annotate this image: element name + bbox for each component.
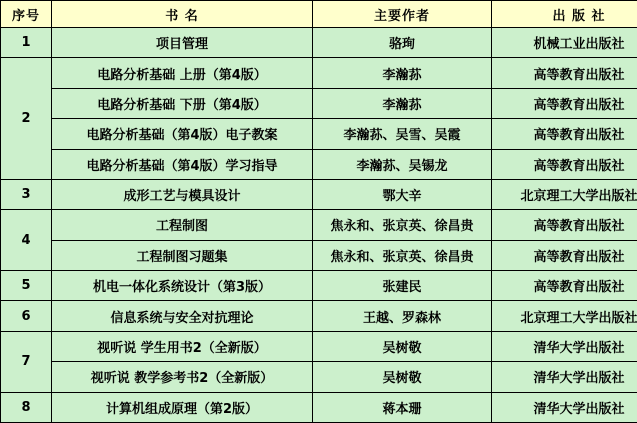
table-header — [1, 1, 637, 28]
cell-publisher: 北京理工大学出版社 — [492, 301, 637, 331]
cell-author: 吴树敬 — [313, 362, 492, 392]
cell-publisher: 高等教育出版社 — [492, 149, 637, 179]
table-row — [1, 271, 637, 301]
table-row — [1, 149, 637, 179]
cell-title: 工程制图 — [52, 210, 313, 240]
table-row — [1, 301, 637, 331]
cell-seq: 6 — [1, 301, 52, 331]
table-row — [1, 240, 637, 270]
header-cell-title: 书 名 — [52, 1, 313, 28]
table-row — [1, 331, 637, 361]
cell-publisher: 高等教育出版社 — [492, 210, 637, 240]
table-row — [1, 392, 637, 423]
cell-seq: 7 — [1, 331, 52, 392]
cell-author: 蒋本珊 — [313, 392, 492, 423]
cell-title: 成形工艺与模具设计 — [52, 179, 313, 209]
table-row — [1, 210, 637, 240]
cell-publisher: 高等教育出版社 — [492, 58, 637, 88]
header-cell-seq: 序号 — [1, 1, 52, 28]
table-row — [1, 88, 637, 118]
cell-author: 鄂大辛 — [313, 179, 492, 209]
cell-author: 骆珣 — [313, 28, 492, 58]
cell-title: 计算机组成原理（第2版） — [52, 392, 313, 423]
cell-author: 张建民 — [313, 271, 492, 301]
cell-publisher: 高等教育出版社 — [492, 88, 637, 118]
table-row — [1, 58, 637, 88]
cell-author: 李瀚荪、吴锡龙 — [313, 149, 492, 179]
cell-publisher: 清华大学出版社 — [492, 362, 637, 392]
cell-publisher: 高等教育出版社 — [492, 240, 637, 270]
cell-seq: 3 — [1, 179, 52, 209]
cell-title: 电路分析基础（第4版）学习指导 — [52, 149, 313, 179]
cell-seq: 8 — [1, 392, 52, 423]
cell-title: 机电一体化系统设计（第3版） — [52, 271, 313, 301]
cell-author: 李瀚荪 — [313, 58, 492, 88]
cell-title: 电路分析基础（第4版）电子教案 — [52, 119, 313, 149]
table-row — [1, 119, 637, 149]
cell-publisher: 高等教育出版社 — [492, 271, 637, 301]
cell-publisher: 高等教育出版社 — [492, 119, 637, 149]
cell-title: 项目管理 — [52, 28, 313, 58]
cell-seq: 1 — [1, 28, 52, 58]
table-body — [1, 28, 637, 423]
cell-title: 电路分析基础 上册（第4版） — [52, 58, 313, 88]
cell-seq: 4 — [1, 210, 52, 271]
cell-seq: 2 — [1, 58, 52, 180]
table-row — [1, 179, 637, 209]
cell-title: 工程制图习题集 — [52, 240, 313, 270]
cell-author: 李瀚荪、吴雪、吴霞 — [313, 119, 492, 149]
cell-author: 焦永和、张京英、徐昌贵 — [313, 210, 492, 240]
cell-author: 焦永和、张京英、徐昌贵 — [313, 240, 492, 270]
cell-author: 王越、罗森林 — [313, 301, 492, 331]
cell-publisher: 机械工业出版社 — [492, 28, 637, 58]
cell-title: 视听说 学生用书2（全新版） — [52, 331, 313, 361]
cell-publisher: 清华大学出版社 — [492, 331, 637, 361]
cell-seq: 5 — [1, 271, 52, 301]
header-row — [1, 1, 637, 28]
cell-title: 视听说 教学参考书2（全新版） — [52, 362, 313, 392]
cell-title: 信息系统与安全对抗理论 — [52, 301, 313, 331]
cell-publisher: 清华大学出版社 — [492, 392, 637, 423]
table-row — [1, 28, 637, 58]
table-row — [1, 362, 637, 392]
cell-author: 吴树敬 — [313, 331, 492, 361]
cell-publisher: 北京理工大学出版社 — [492, 179, 637, 209]
header-cell-author: 主要作者 — [313, 1, 492, 28]
cell-title: 电路分析基础 下册（第4版） — [52, 88, 313, 118]
cell-author: 李瀚荪 — [313, 88, 492, 118]
header-cell-publisher: 出 版 社 — [492, 1, 637, 28]
